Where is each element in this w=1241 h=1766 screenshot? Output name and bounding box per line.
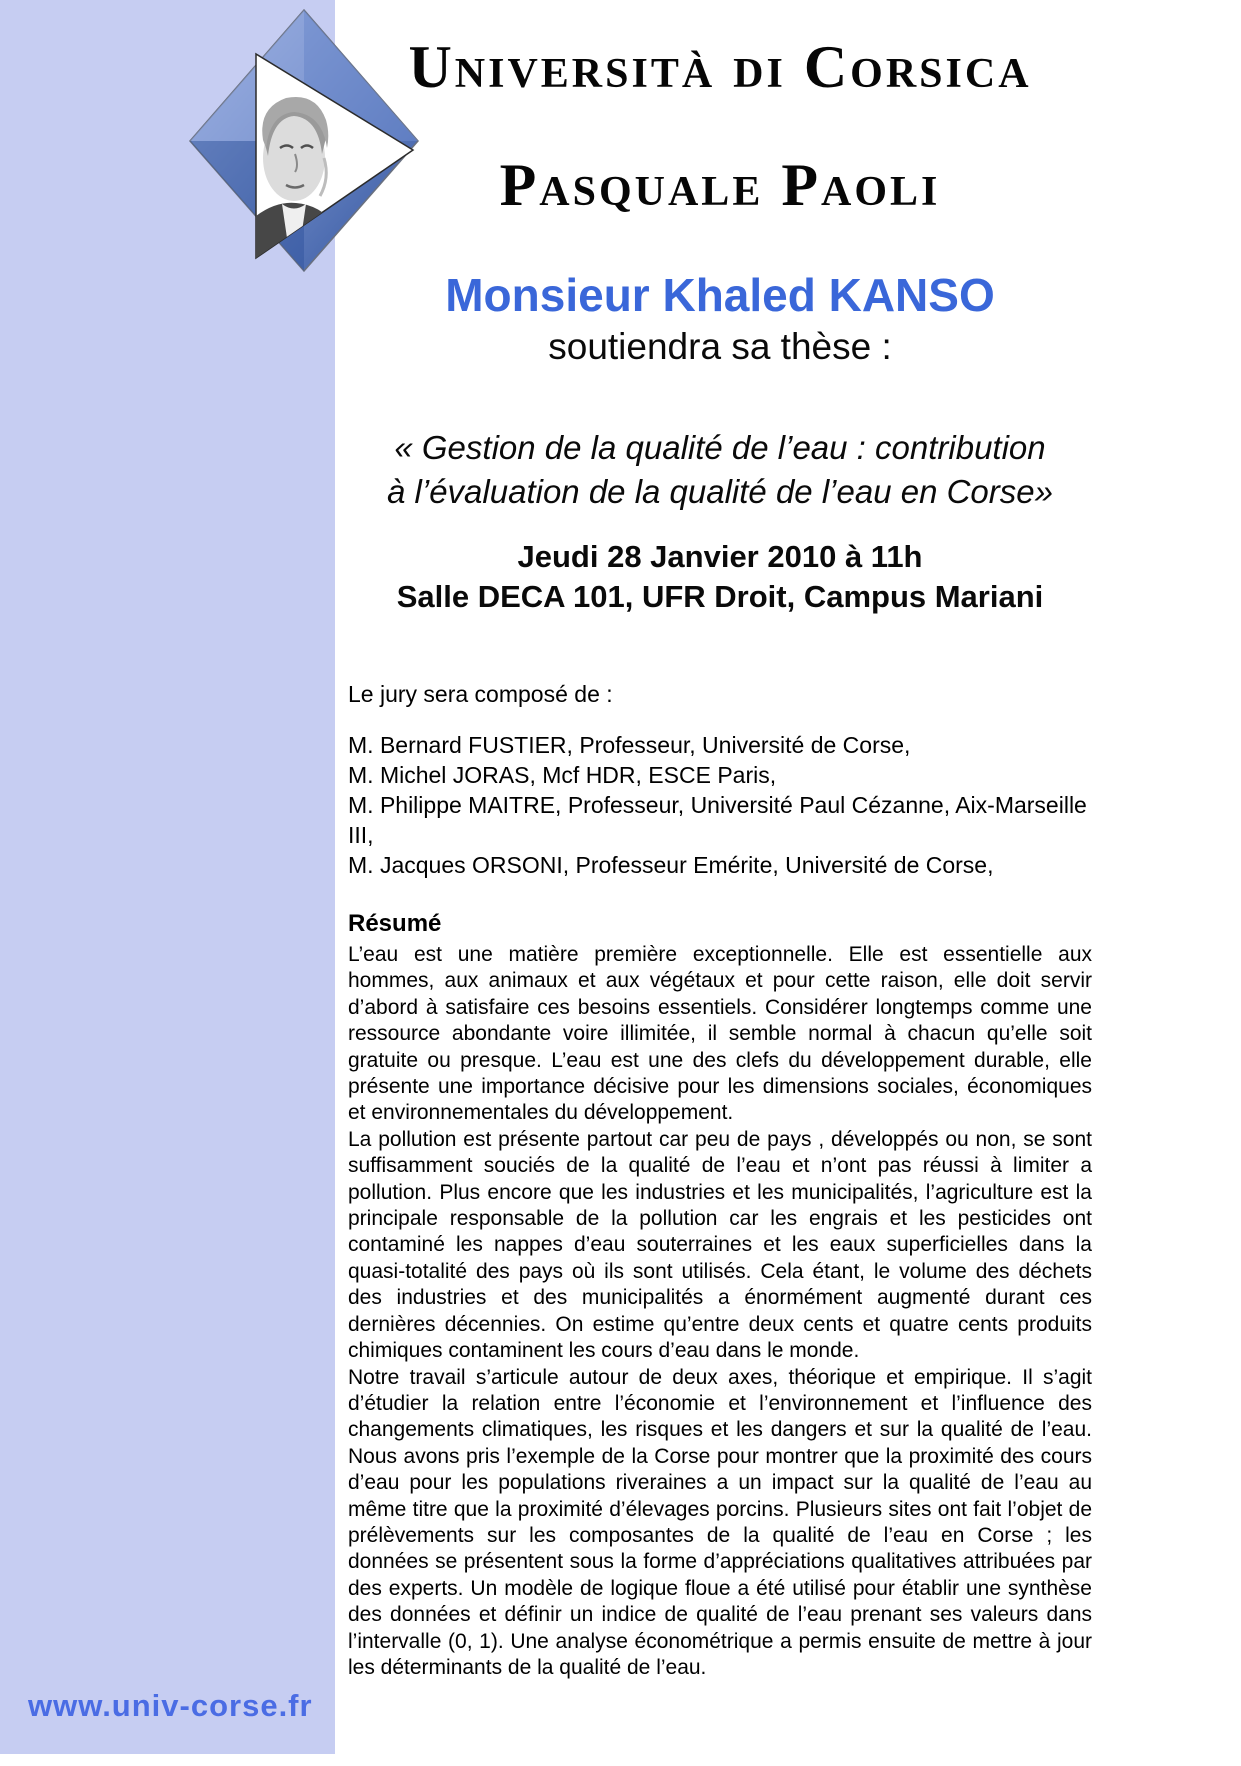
jury-member: M. Michel JORAS, Mcf HDR, ESCE Paris, (348, 762, 777, 788)
abstract-paragraph: L’eau est une matière première exceptionnelle. Elle est essentielle aux hommes, aux animaux et aux végétaux et pour cette raison, elle doit servir d’abord à satisfaire ces besoins essentiels. Considérer longtemps comme une ressource abondante voire illimitée, il semble normal à chacun qu’elle soit gratuite ou presque. L’eau est une des clefs du développement durable, elle présente une importance décisive pour les dimensions sociales, économiques et environnementales du développement. (348, 943, 1092, 1125)
thesis-title-line2: à l’évaluation de la qualité de l’eau en Corse» (387, 473, 1053, 510)
poster-content (348, 0, 1092, 1681)
abstract-paragraph: La pollution est présente partout car peu de pays , développés ou non, se sont suffisamment souciés de la qualité de l’eau et n’ont pas réussi à limiter a pollution. Plus encore que les industries et les municipalités, l’agriculture est la principale responsable de la pollution car les engrais et les pesticides ont contaminé les nappes d’eau souterraines et les eaux superficielles dans la quasi-totalité des pays où ils sont utilisés. Cela étant, le volume des déchets des industries et des municipalités a énormément augmenté durant ces dernières décennies. On estime qu’entre deux cents et quatre cents produits chimiques contaminent les cours d’eau dans le monde. (348, 1127, 1092, 1363)
jury-list (348, 730, 1092, 880)
thesis-title-line1: « Gestion de la qualité de l’eau : contribution (394, 429, 1046, 466)
defense-date: Jeudi 28 Janvier 2010 à 11h (517, 539, 923, 574)
university-name-line1: Università di Corsica (408, 34, 1032, 100)
thesis-title (348, 426, 1092, 514)
university-name-line2: Pasquale Paoli (499, 152, 941, 218)
abstract-body (348, 942, 1092, 1681)
jury-member: M. Jacques ORSONI, Professeur Emérite, Université de Corse, (348, 852, 994, 878)
jury-member: M. Bernard FUSTIER, Professeur, Université de Corse, (348, 732, 911, 758)
defense-subtitle: soutiendra sa thèse : (548, 326, 892, 367)
university-website-link[interactable]: www.univ-corse.fr (28, 1688, 313, 1723)
candidate-name: Monsieur Khaled KANSO (445, 269, 995, 321)
defense-location: Salle DECA 101, UFR Droit, Campus Mariani (396, 579, 1044, 614)
abstract-heading: Résumé (348, 910, 442, 937)
abstract-paragraph: Notre travail s’articule autour de deux axes, théorique et empirique. Il s’agit d’étudier la relation entre l’économie et l’environnement et l’influence des changements climatiques, les risques et les dangers et sur la qualité de l’eau. Nous avons pris l’exemple de la Corse pour montrer que la proximité des cours d’eau pour les populations riveraines a un impact sur la qualité de l’eau au même titre que la proximité d’élevages porcins. Plusieurs sites ont fait l’objet de prélèvements sur les composantes de la qualité de l’eau en Corse ; les données se présentent sous la forme d’appréciations qualitatives attribuées par des experts. Un modèle de logique floue a été utilisé pour établir une synthèse des données et définir un indice de qualité de l’eau prenant ses valeurs dans l’intervalle (0, 1). Une analyse économétrique a permis ensuite de mettre à jour les déterminants de la qualité de l’eau. (348, 1365, 1092, 1679)
jury-intro: Le jury sera composé de : (348, 681, 613, 707)
jury-member: M. Philippe MAITRE, Professeur, Université Paul Cézanne, Aix-Marseille III, (348, 792, 1087, 848)
